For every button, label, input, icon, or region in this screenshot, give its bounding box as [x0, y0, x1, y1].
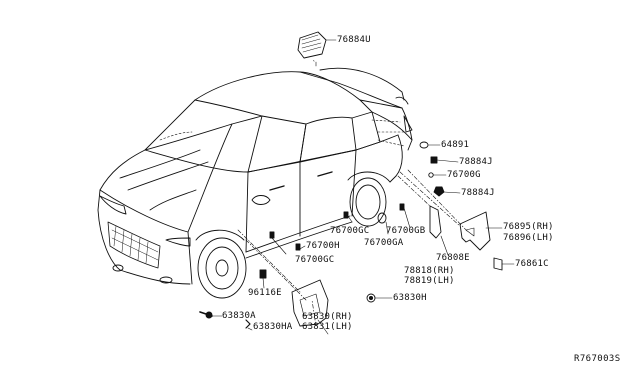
part-label-63830h[interactable]: 63830H [393, 293, 427, 303]
part-label-63830ha[interactable]: 63830HA [253, 322, 293, 332]
part-label-76895-rh[interactable]: 76895(RH) [503, 222, 554, 232]
part-label-76700ga[interactable]: 76700GA [364, 238, 404, 248]
part-label-78884j-lower[interactable]: 78884J [461, 188, 495, 198]
part-label-76861c[interactable]: 76861C [515, 259, 549, 269]
part-label-78818-rh[interactable]: 78818(RH) [404, 266, 455, 276]
part-label-78819-lh[interactable]: 78819(LH) [404, 276, 455, 286]
part-label-76884u[interactable]: 76884U [337, 35, 371, 45]
part-drawings [200, 32, 502, 328]
part-label-63830a[interactable]: 63830A [222, 311, 256, 321]
part-label-76700gc-upper[interactable]: 76700GC [330, 226, 370, 236]
part-label-76808e[interactable]: 76808E [436, 253, 470, 263]
part-label-76700g[interactable]: 76700G [447, 170, 481, 180]
diagram-reference-code: R767003S [574, 354, 621, 364]
part-label-76700h[interactable]: 76700H [306, 241, 340, 251]
part-label-64891[interactable]: 64891 [441, 140, 470, 150]
part-label-63830-rh[interactable]: 63830(RH) [302, 312, 353, 322]
part-label-76700gc-lower[interactable]: 76700GC [295, 255, 335, 265]
part-label-96116e[interactable]: 96116E [248, 288, 282, 298]
part-label-78884j-upper[interactable]: 78884J [459, 157, 493, 167]
car-outline [98, 68, 412, 298]
part-label-76700gb[interactable]: 76700GB [386, 226, 426, 236]
part-label-76896-lh[interactable]: 76896(LH) [503, 233, 554, 243]
part-label-63831-lh[interactable]: 63831(LH) [302, 322, 353, 332]
